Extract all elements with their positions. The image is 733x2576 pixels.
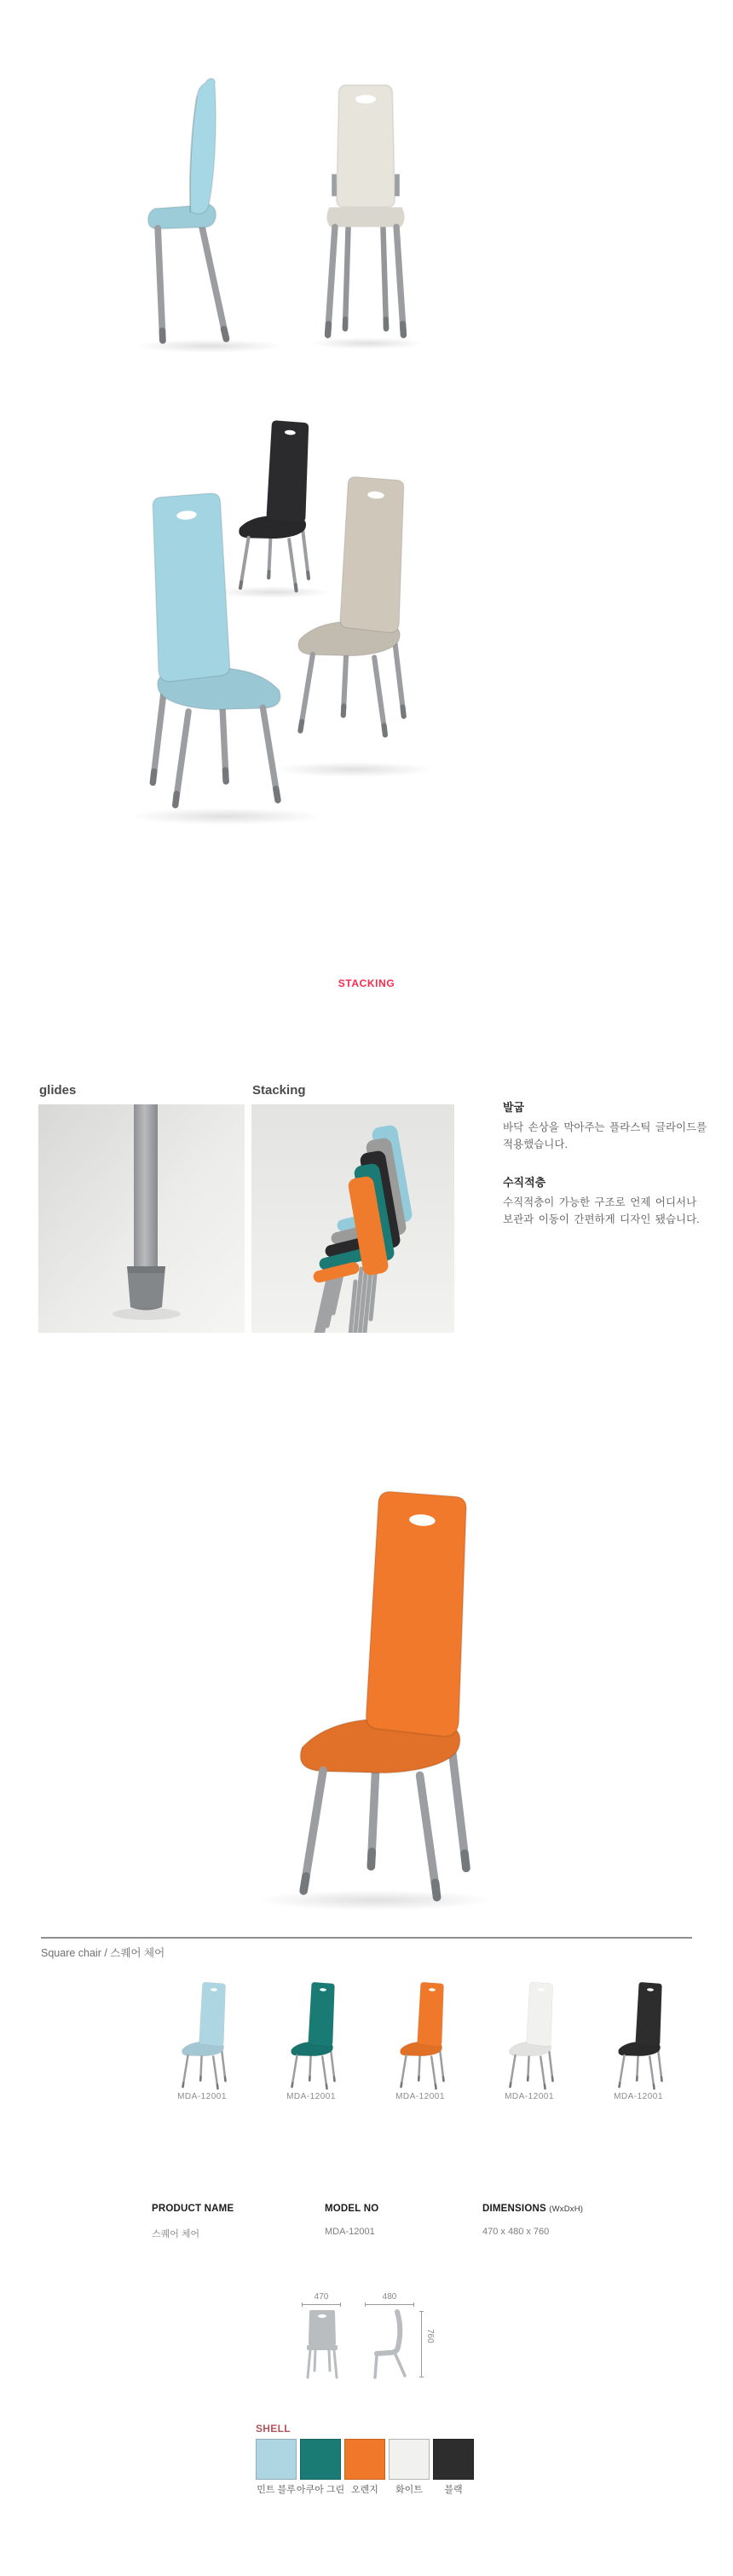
variant-model-label: MDA-12001 <box>395 2092 445 2101</box>
dimension-width-label: 470 <box>314 2292 329 2302</box>
stacking-banner: STACKING <box>338 977 395 989</box>
variant-model-label: MDA-12001 <box>614 2092 663 2101</box>
dimension-height-label: 760 <box>425 2329 435 2343</box>
feature-heading-glides: 발굽 <box>503 1101 525 1114</box>
glides-label: glides <box>39 1083 77 1098</box>
variant-model-label: MDA-12001 <box>286 2092 336 2101</box>
spec-header-model-no: MODEL NO <box>325 2204 379 2214</box>
dimension-side-silhouette <box>366 2309 414 2379</box>
shell-swatch-orange <box>344 2439 385 2480</box>
glide-foot-illustration <box>38 1104 245 1333</box>
feature-heading-stacking: 수직적층 <box>503 1176 546 1189</box>
glides-photo <box>38 1104 245 1333</box>
series-title-ko: 스퀘어 체어 <box>110 1947 165 1959</box>
series-title-en: Square chair <box>41 1947 101 1959</box>
series-title <box>41 1945 164 1960</box>
spec-header-dimensions-unit: (WxDxH) <box>549 2204 584 2214</box>
shell-title: SHELL <box>256 2423 291 2435</box>
spec-value-product-name: 스퀘어 체어 <box>152 2229 200 2239</box>
shell-swatch-label: 화이트 <box>395 2485 423 2495</box>
feature-body-glides-line2: 적용했습니다. <box>503 1138 568 1150</box>
variant-chair-white <box>490 1980 569 2091</box>
variant-chair-mint-blue <box>163 1980 241 2091</box>
section-divider <box>41 1937 692 1939</box>
shell-swatch-label: 오렌지 <box>351 2485 378 2495</box>
shell-swatch-white <box>389 2439 430 2480</box>
variant-model-label: MDA-12001 <box>177 2092 227 2101</box>
feature-body-glides <box>503 1119 726 1153</box>
dimension-front-silhouette <box>303 2309 341 2379</box>
dimension-depth-line <box>365 2304 414 2305</box>
shell-swatch-label: 아쿠아 그린 <box>296 2485 345 2495</box>
dimension-depth-label: 480 <box>382 2292 397 2302</box>
spec-header-product-name: PRODUCT NAME <box>152 2204 234 2214</box>
dimension-height-line <box>421 2311 422 2377</box>
trio-blue-chair-image <box>128 479 315 821</box>
shell-swatch-black <box>433 2439 474 2480</box>
stacking-label: Stacking <box>252 1083 306 1098</box>
dimension-width-line <box>302 2304 341 2305</box>
shell-swatch-aqua-green <box>300 2439 341 2480</box>
feature-body-stacking-line1: 수직적층이 가능한 구조로 언제 어디서나 <box>503 1196 697 1208</box>
spec-value-model-no: MDA-12001 <box>325 2227 375 2237</box>
stacked-chairs-illustration <box>251 1104 454 1333</box>
shell-swatch-label: 민트 블루 <box>257 2485 296 2495</box>
feature-body-glides-line1: 바닥 손상을 막아주는 플라스틱 글라이드를 <box>503 1121 707 1133</box>
variant-chair-orange <box>381 1980 459 2091</box>
variant-model-label: MDA-12001 <box>505 2092 554 2101</box>
shell-swatch-mint-blue <box>256 2439 297 2480</box>
spec-header-dimensions <box>482 2204 583 2214</box>
stacking-photo <box>251 1104 454 1333</box>
variant-chair-aqua-green <box>272 1980 350 2091</box>
spec-value-dimensions: 470 x 480 x 760 <box>482 2227 550 2237</box>
hero-side-chair-image <box>141 75 273 352</box>
feature-body-stacking <box>503 1194 726 1228</box>
shell-swatch-label: 블랙 <box>444 2485 463 2495</box>
hero-front-chair-image <box>316 83 415 347</box>
feature-body-stacking-line2: 보관과 이동이 간편하게 디자인 됐습니다. <box>503 1213 700 1225</box>
variant-chair-black <box>599 1980 678 2091</box>
spec-header-dimensions-word: DIMENSIONS <box>482 2204 546 2214</box>
series-title-separator: / <box>101 1947 111 1959</box>
orange-chair-image <box>254 1484 499 1907</box>
